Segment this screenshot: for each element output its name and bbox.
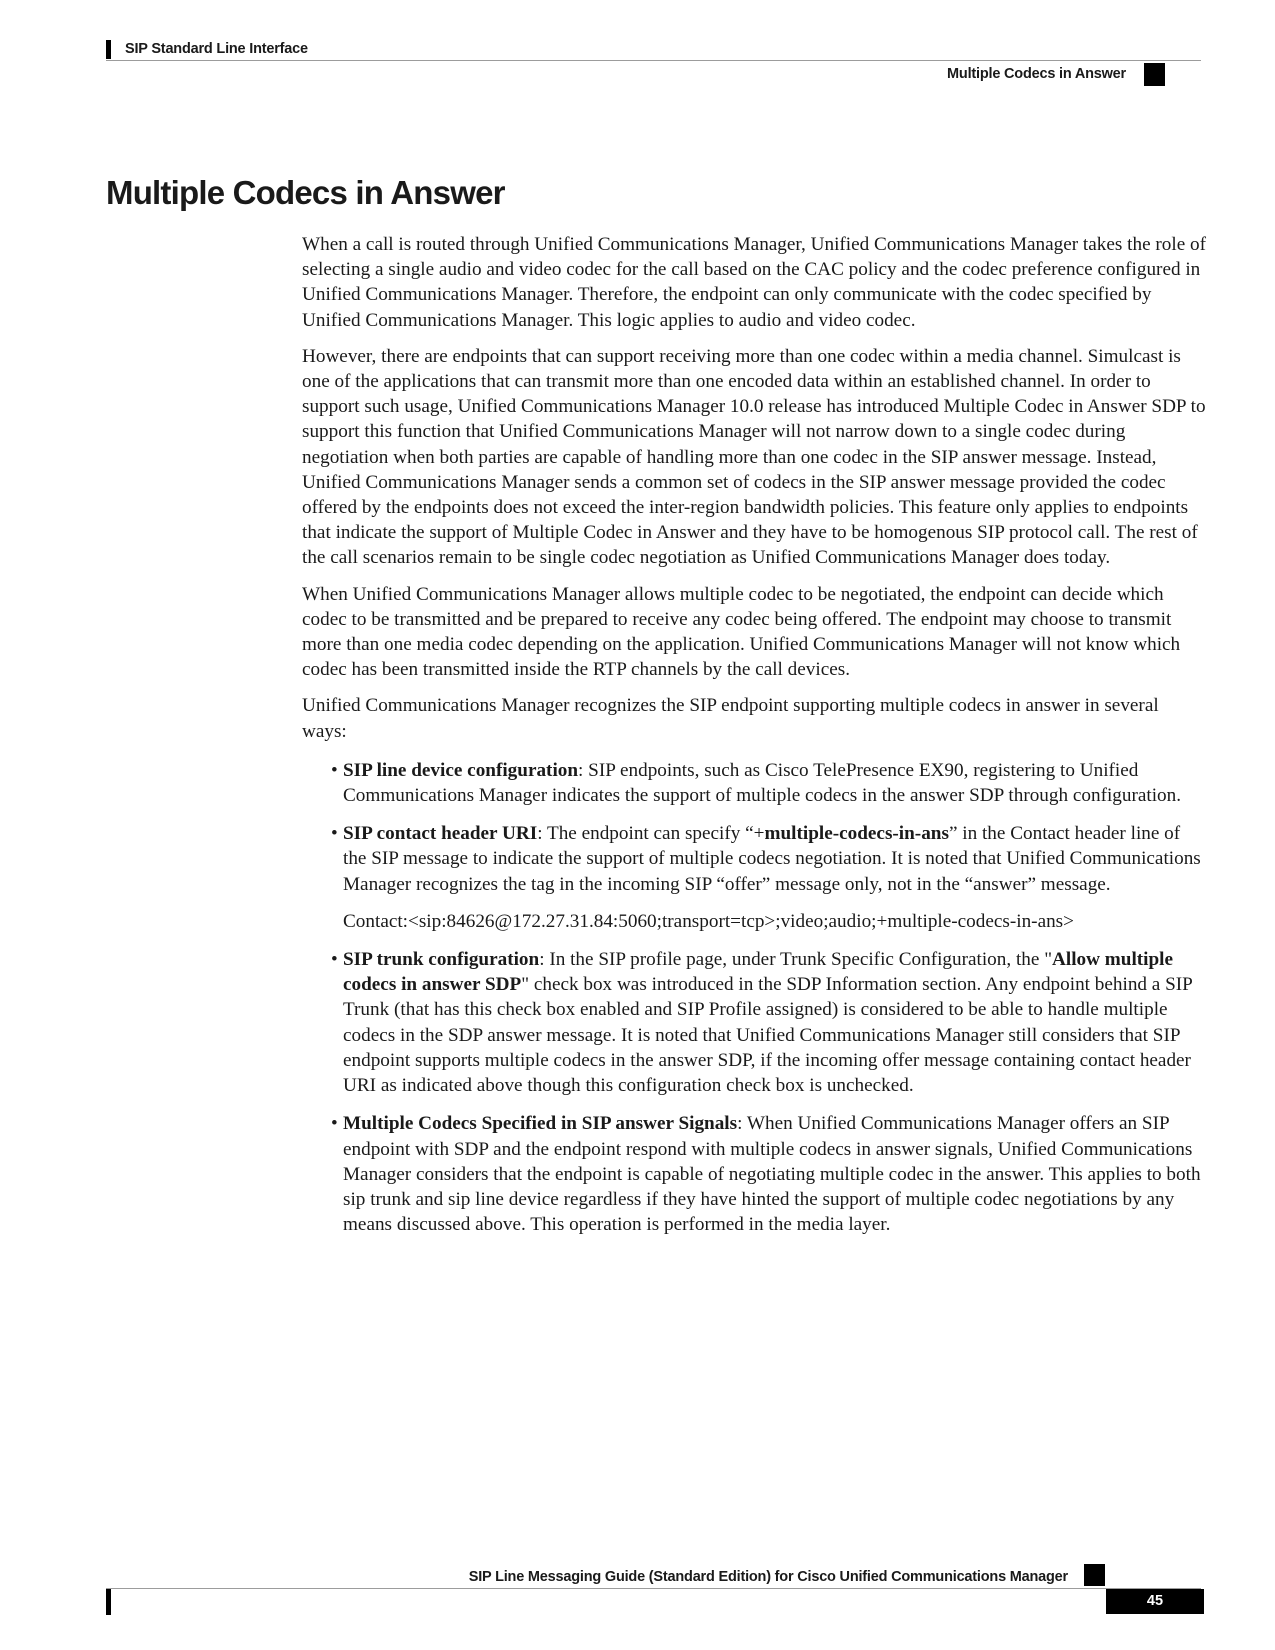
running-header-topic	[947, 64, 1165, 84]
running-header-section: SIP Standard Line Interface	[106, 40, 308, 59]
paragraph-negotiation: When Unified Communications Manager allows multiple codec to be negotiated, the endpoint can decide which codec to be transmitted and be prepared to receive any codec being offered. The endpoint may choose to transmit more than one media codec depending on the application. Unified Communications Manager will not know which codec has been transmitted inside the RTP channels by the call devices.	[302, 583, 1181, 681]
list-item-answer-signals	[343, 1111, 1207, 1237]
header-rule	[106, 60, 1201, 61]
running-header-topic-label: Multiple Codecs in Answer	[947, 66, 1126, 82]
checkbox-option-name: Allow multiple codecs in answer SDP	[343, 949, 1174, 996]
list-item-text-cont: ” in the Contact header line of the SIP message to indicate the support of multiple codecs negotiation. It is noted that Unified Communications Manager recognizes the tag in the incoming SIP “offer” message only, not in the “answer” message.	[343, 823, 1201, 895]
paragraph-recognition: Unified Communications Manager recognizes the SIP endpoint supporting multiple codecs in answer in several ways:	[302, 695, 1159, 742]
page-number: 45	[1106, 1589, 1204, 1614]
list-item-term: Multiple Codecs Specified in SIP answer Signals	[343, 1113, 738, 1135]
list-item-text-cont: " check box was introduced in the SDP Information section. Any endpoint behind a SIP Trunk (that has this check box enabled and SIP Profile assigned) is considered to be able to handle multiple codecs in the SDP answer message. It is noted that Unified Communications Manager still considers that SIP endpoint supports multiple codecs in the answer SDP, if the incoming offer message containing contact header URI as indicated above though this configuration check box is unchecked.	[343, 974, 1193, 1097]
list-item-contact-header-uri	[343, 821, 1207, 934]
paragraph-simulcast: However, there are endpoints that can support receiving more than one codec within a media channel. Simulcast is one of the applications that can transmit more than one encoded data within an established channel. In order to support such usage, Unified Communications Manager 10.0 release has introduced Multiple Codec in Answer SDP to support this function that Unified Communications Manager will not narrow down to a single codec during negotiation when both parties are capable of handling more than one codec in the SIP answer message. Instead, Unified Communications Manager sends a common set of codecs in the SIP answer message provided the codec offered by the endpoints does not exceed the inter-region bandwidth policies. This feature only applies to endpoints that indicate the support of Multiple Codec in Answer and they have to be homogenous SIP protocol call. The rest of the call scenarios remain to be single codec negotiation as Unified Communications Manager does today.	[302, 345, 1206, 569]
main-body	[302, 232, 1207, 1250]
footer-guide-title: SIP Line Messaging Guide (Standard Edition) for Cisco Unified Communications Manager	[468, 1569, 1068, 1585]
list-item-term: SIP line device configuration	[343, 759, 579, 781]
contact-tag: multiple-codecs-in-ans	[764, 823, 949, 845]
list-item-trunk-config	[343, 947, 1207, 1098]
list-item-text: : When Unified Communications Manager offers an SIP endpoint with SDP and the endpoint respond with multiple codecs in answer signals, Unified Communications Manager considers that the endpoint is capable of negotiating multiple codec in the answer. This applies to both sip trunk and sip line device regardless if they have hinted the support of multiple codec negotiations by any means discussed above. This operation is performed in the media layer.	[343, 1113, 1201, 1236]
list-item-line-device-config	[343, 758, 1207, 808]
recognition-methods-list	[302, 758, 1207, 1237]
footer-block-mark	[1084, 1564, 1105, 1586]
paragraph-intro: When a call is routed through Unified Communications Manager, Unified Communications Manager takes the role of selecting a single audio and video codec for the call based on the CAC policy and the codec preference configured in Unified Communications Manager. Therefore, the endpoint can only communicate with the codec specified by Unified Communications Manager. This logic applies to audio and video codec.	[302, 234, 1207, 331]
footer-rule	[106, 1588, 1201, 1589]
list-item-text: : In the SIP profile page, under Trunk Specific Configuration, the "	[539, 949, 1053, 971]
page-title: Multiple Codecs in Answer	[106, 174, 505, 211]
list-item-text: : The endpoint can specify “+	[537, 823, 765, 845]
contact-header-example: Contact:<sip:84626@172.27.31.84:5060;transport=tcp>;video;audio;+multiple-codecs-in-ans>	[343, 910, 1074, 932]
list-item-text: : SIP endpoints, such as Cisco TelePresence EX90, registering to Unified Communications Manager indicates the support of multiple codecs in the answer SDP through configuration.	[343, 759, 1182, 807]
list-item-term: SIP contact header URI	[343, 823, 538, 845]
list-item-term: SIP trunk configuration	[343, 949, 540, 971]
footer-left-bar	[106, 1589, 111, 1615]
header-block-mark	[1144, 63, 1165, 86]
